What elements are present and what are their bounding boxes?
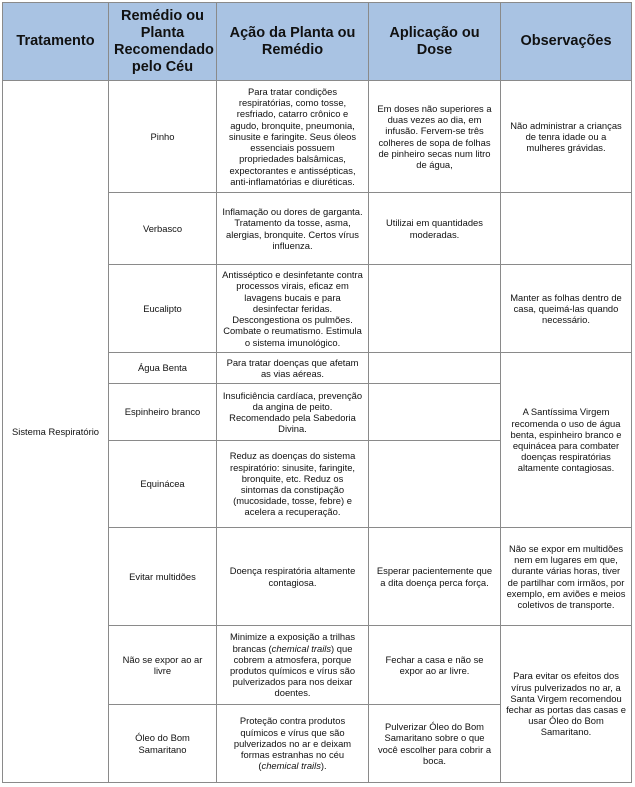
treatment-group-cell: Sistema Respiratório — [3, 81, 109, 783]
notes-cell-merged: Para evitar os efeitos dos vírus pulverizados no ar, a Santa Virgem recomendou fechar as portas das casas e usar Óleo do Bom Samaritano. — [501, 626, 632, 783]
remedies-table — [2, 2, 632, 783]
notes-cell: Não se expor em multidões nem em lugares em que, durante várias horas, tiver de partilhar com irmãos, por exemplo, em aviões e meios coletivos de transporte. — [501, 528, 632, 626]
remedy-cell: Equinácea — [109, 441, 217, 528]
remedy-cell: Espinheiro branco — [109, 384, 217, 441]
notes-cell — [501, 193, 632, 265]
action-text: Proteção contra produtos químicos e vírus que são pulverizados no ar e deixam formas estranhas no céu ( — [233, 715, 352, 772]
application-cell: Fechar a casa e não se expor ao ar livre. — [369, 626, 501, 705]
action-text: ) que cobrem a atmosfera, porque produtos químicos e vírus são pulverizados para nos deixar doentes. — [229, 642, 356, 699]
action-text: Minimize a exposição a trilhas brancas ( — [229, 631, 356, 654]
notes-cell: Não administrar a crianças de tenra idade ou a mulheres grávidas. — [501, 81, 632, 193]
header-remedy: Remédio ou Planta Recomendado pelo Céu — [109, 3, 217, 81]
header-treatment: Tratamento — [3, 3, 109, 81]
notes-cell: Manter as folhas dentro de casa, queimá-las quando necessário. — [501, 265, 632, 353]
remedy-cell: Água Benta — [109, 353, 217, 384]
action-cell: Antisséptico e desinfetante contra processos virais, eficaz em lavagens bucais e para desinfectar feridas. Descongestiona os pulmões. Combate o reumatismo. Estimula o sistema imunológico. — [217, 265, 369, 353]
header-row — [3, 3, 632, 81]
application-cell — [369, 441, 501, 528]
application-cell: Esperar pacientemente que a dita doença perca força. — [369, 528, 501, 626]
header-action: Ação da Planta ou Remédio — [217, 3, 369, 81]
notes-cell-merged: A Santíssima Virgem recomenda o uso de água benta, espinheiro branco e equinácea para combater doenças respiratórias altamente contagiosas. — [501, 353, 632, 528]
table-row — [3, 81, 632, 193]
application-cell — [369, 384, 501, 441]
remedy-cell: Evitar multidões — [109, 528, 217, 626]
application-cell — [369, 265, 501, 353]
action-cell — [217, 705, 369, 783]
action-cell: Insuficiência cardíaca, prevenção da angina de peito. Recomendado pela Sabedoria Divina. — [217, 384, 369, 441]
action-cell: Reduz as doenças do sistema respiratório: sinusite, faringite, bronquite, etc. Reduz os sintomas da constipação (mucosidade, tosse, febre) e acelera a recuperação. — [217, 441, 369, 528]
remedy-cell: Verbasco — [109, 193, 217, 265]
action-cell: Para tratar doenças que afetam as vias aéreas. — [217, 353, 369, 384]
action-term: chemical trails — [261, 760, 321, 772]
header-application: Aplicação ou Dose — [369, 3, 501, 81]
application-cell: Em doses não superiores a duas vezes ao dia, em infusão. Fervem-se três colheres de sopa de folhas de pinheiro secas num litro de água, — [369, 81, 501, 193]
header-notes: Observações — [501, 3, 632, 81]
remedy-cell: Pinho — [109, 81, 217, 193]
remedy-cell: Não se expor ao ar livre — [109, 626, 217, 705]
application-cell: Utilizai em quantidades moderadas. — [369, 193, 501, 265]
remedy-cell: Óleo do Bom Samaritano — [109, 705, 217, 783]
action-term: chemical trails — [271, 642, 332, 654]
action-cell — [217, 626, 369, 705]
application-cell: Pulverizar Óleo do Bom Samaritano sobre o que você escolher para cobrir a boca. — [369, 705, 501, 783]
action-cell: Inflamação ou dores de garganta. Tratamento da tosse, asma, alergias, bronquite. Certos vírus influenza. — [217, 193, 369, 265]
action-cell: Para tratar condições respiratórias, como tosse, resfriado, catarro crônico e agudo, bronquite, pneumonia, sinusite e faringite. Seus óleos essenciais possuem propriedades balsâmicas, expectorantes e antissépticas, anti-inflamatórias e diuréticas. — [217, 81, 369, 193]
action-cell: Doença respiratória altamente contagiosa. — [217, 528, 369, 626]
action-text: ). — [320, 760, 327, 772]
remedy-cell: Eucalipto — [109, 265, 217, 353]
application-cell — [369, 353, 501, 384]
